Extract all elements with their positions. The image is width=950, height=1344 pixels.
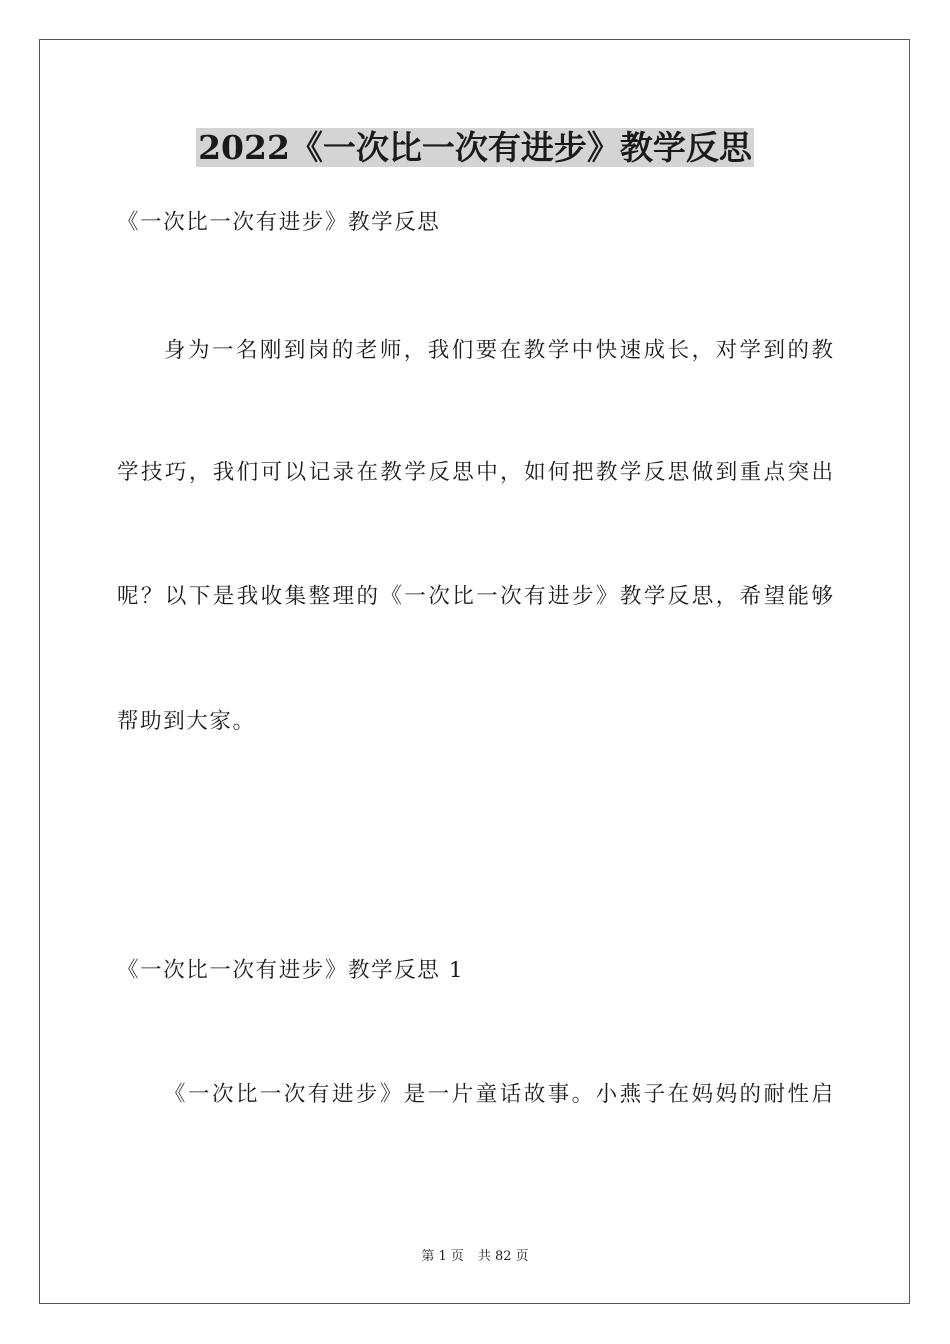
document-subtitle: 《一次比一次有进步》教学反思 (117, 210, 441, 235)
page-total: 共 82 页 (477, 1249, 529, 1264)
intro-line-4: 帮助到大家。 (117, 709, 256, 734)
intro-line-3: 呢？以下是我收集整理的《一次比一次有进步》教学反思，希望能够 (117, 584, 833, 609)
section-heading: 《一次比一次有进步》教学反思 1 (117, 958, 465, 983)
page-number: 第 1 页 (421, 1249, 464, 1264)
section-line-1: 《一次比一次有进步》是一片童话故事。小燕子在妈妈的耐性启 (164, 1082, 833, 1107)
intro-line-2: 学技巧，我们可以记录在教学反思中，如何把教学反思做到重点突出 (117, 460, 833, 485)
document-title (0, 126, 950, 170)
document-title-text: 2022《一次比一次有进步》教学反思 (198, 128, 752, 167)
intro-line-1: 身为一名刚到岗的老师，我们要在教学中快速成长，对学到的教 (164, 338, 833, 363)
page-footer (0, 1248, 950, 1266)
